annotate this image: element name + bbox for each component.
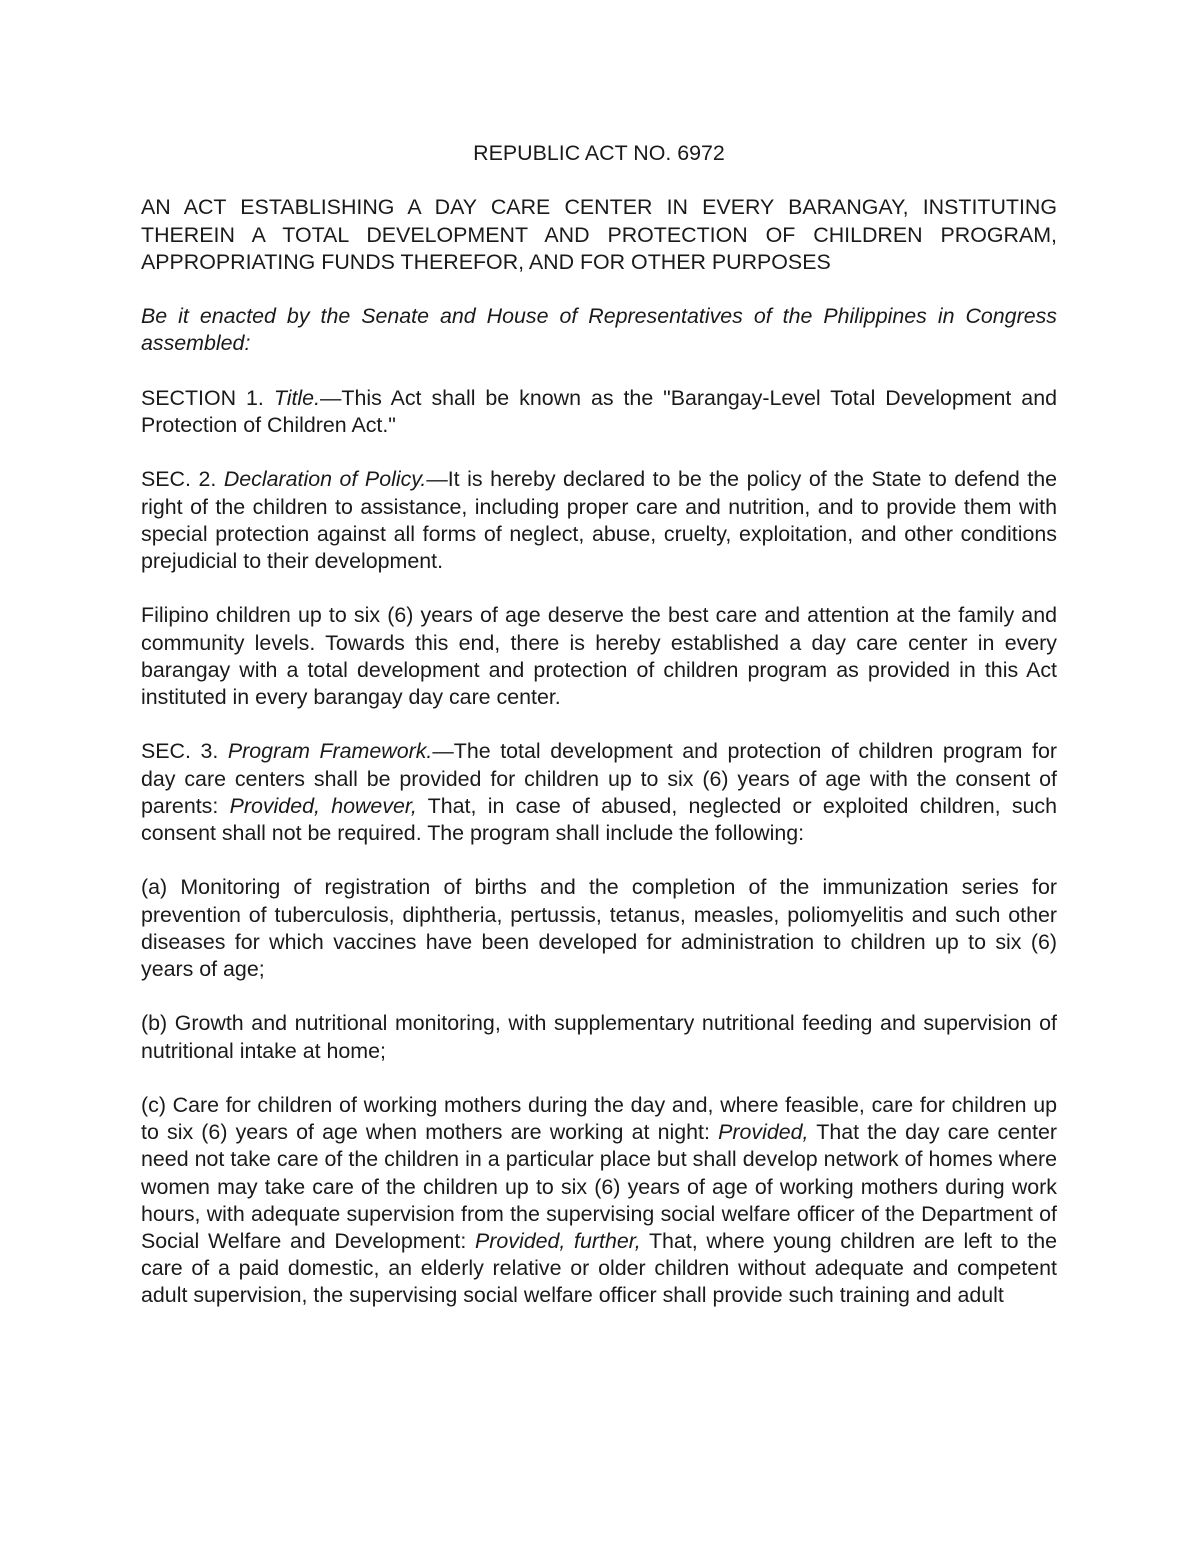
section-3-heading: Program Framework.	[227, 739, 433, 764]
section-3	[141, 738, 1057, 847]
document-title: REPUBLIC ACT NO. 6972	[473, 141, 725, 165]
section-2-paragraph-2: Filipino children up to six (6) years of age deserve the best care and attention at the family and community levels. Towards this end, there is hereby established a day care center in every barangay with a total development and protection of children program as provided in this Act instituted in every barangay day care center.	[141, 603, 1057, 709]
enacting-clause-text: Be it enacted by the Senate and House of Representatives of the Philippines in Congress assembled:	[141, 304, 1057, 356]
section-2	[141, 466, 1057, 575]
section-1-text: —This Act shall be known as the "Barangay-Level Total Development and Protection of Children Act."	[141, 385, 1057, 437]
section-3-proviso: Provided, however,	[229, 793, 417, 818]
section-2-heading: Declaration of Policy.	[223, 467, 427, 492]
document-page	[141, 140, 1057, 1310]
item-c	[141, 1092, 1057, 1310]
item-c-proviso-2: Provided, further,	[475, 1228, 641, 1253]
item-c-text-c: That, where young children are left to the care of a paid domestic, an elderly relative or older children without adequate and competent adult supervision, the supervising social welfare officer shall provide such training and adult	[141, 1228, 1057, 1308]
long-title: AN ACT ESTABLISHING A DAY CARE CENTER IN EVERY BARANGAY, INSTITUTING THEREIN A TOTAL DEVELOPMENT AND PROTECTION OF CHILDREN PROGRAM, APPROPRIATING FUNDS THEREFOR, AND FOR OTHER PURPOSES	[141, 195, 1057, 274]
item-c-text-a: (c) Care for children of working mothers during the day and, where feasible, care for children up to six (6) years of age when mothers are working at night:	[141, 1092, 1057, 1145]
section-1-label: SECTION 1.	[141, 385, 274, 410]
item-a: (a) Monitoring of registration of births and the completion of the immunization series for prevention of tuberculosis, diphtheria, pertussis, tetanus, measles, poliomyelitis and such other diseases for which vaccines have been developed for administration to children up to six (6) years of age;	[141, 875, 1057, 981]
item-c-text-b: That the day care center need not take care of the children in a particular place but shall develop network of homes where women may take care of the children up to six (6) years of age of working mothers during work hours, with adequate supervision from the supervising social welfare officer of the Department of Social Welfare and Development:	[141, 1120, 1057, 1253]
enacting-clause	[141, 303, 1057, 357]
section-3-text-b: That, in case of abused, neglected or exploited children, such consent shall not be required. The program shall include the following:	[141, 793, 1058, 845]
section-1	[141, 385, 1057, 439]
section-3-label: SEC. 3.	[141, 739, 228, 764]
section-2-label: SEC. 2.	[141, 467, 224, 492]
section-2-text: —It is hereby declared to be the policy of the State to defend the right of the children to assistance, including proper care and nutrition, and to provide them with special protection against all forms of neglect, abuse, cruelty, exploitation, and other conditions prejudicial to their development.	[141, 467, 1057, 573]
section-1-heading: Title.	[273, 385, 321, 410]
section-3-text-a: —The total development and protection of children program for day care centers shall be provided for children up to six (6) years of age with the consent of parents:	[141, 739, 1058, 818]
item-b: (b) Growth and nutritional monitoring, with supplementary nutritional feeding and supervision of nutritional intake at home;	[141, 1011, 1057, 1063]
item-c-proviso-1: Provided,	[718, 1120, 809, 1145]
